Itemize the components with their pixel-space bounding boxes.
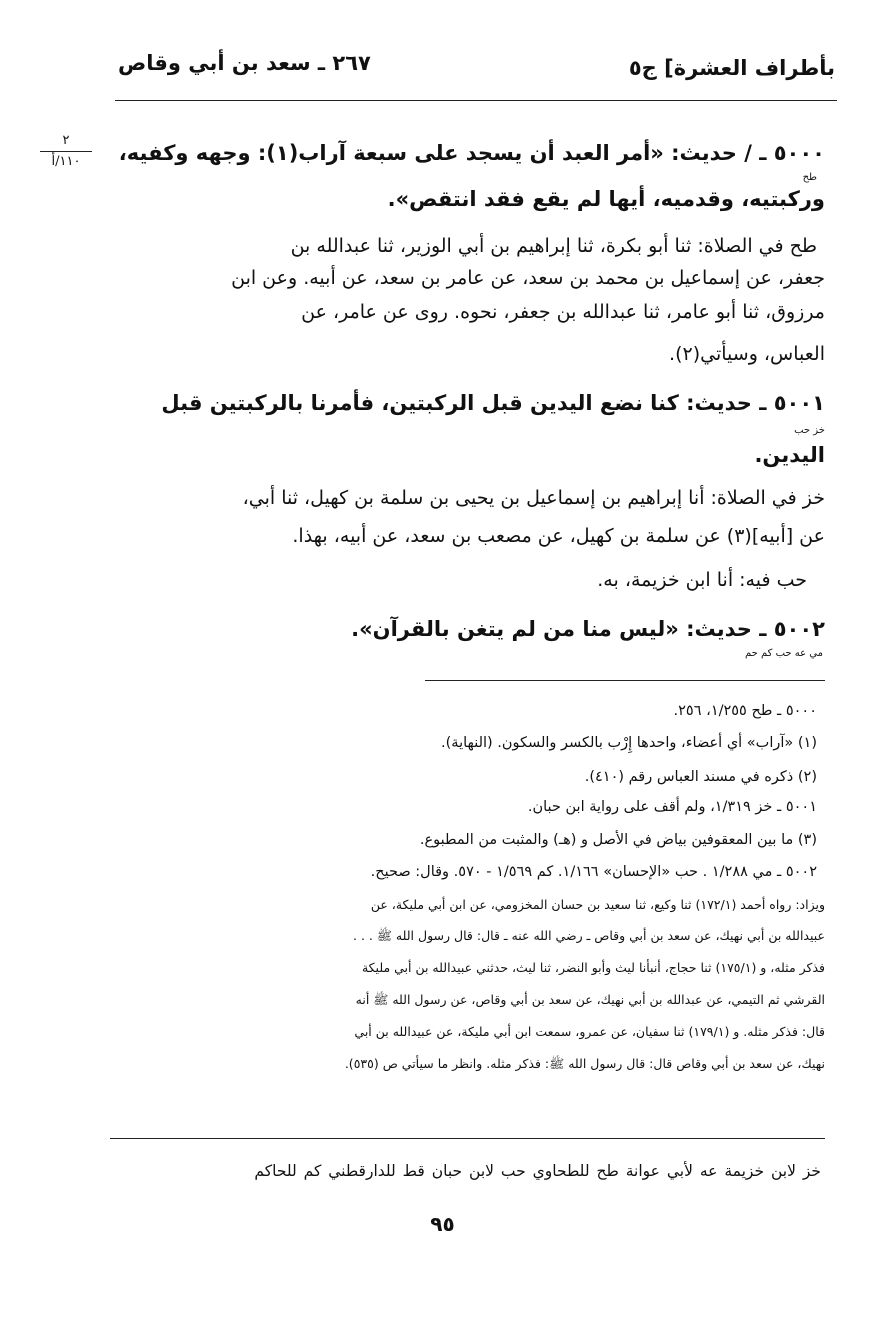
hadith-5001-line-1: ٥٠٠١ ـ حديث: كنا نضع اليدين قبل الركبتين، فأمرنا بالركبتين قبل xyxy=(161,391,825,415)
abbreviation-legend: خز لابن خزيمة عه لأبي عوانة طح للطحاوي حب لابن حبان قط للدارقطني كم للحاكم xyxy=(254,1162,821,1180)
footnote-additional-2: عبيدالله بن أبي نهيك، عن سعد بن أبي وقاص ـ رضي الله عنه ـ قال: قال رسول الله ﷺ . . . xyxy=(353,928,825,943)
hadith-5000-text-3: مرزوق، ثنا أبو عامر، ثنا عبدالله بن جعفر، نحوه. روى عن عامر، عن xyxy=(301,301,825,323)
footnote-additional-4: القرشي ثم التيمي، عن عبدالله بن أبي نهيك، عن سعد بن أبي وقاص، عن رسول الله ﷺ أنه xyxy=(355,992,825,1007)
running-header-book-title: بأطراف العشرة] ج٥ xyxy=(628,56,835,80)
hadith-5001-text-3: حب فيه: أنا ابن خزيمة، به. xyxy=(597,569,807,591)
hadith-5001-text-2: عن [أبيه](٣) عن سلمة بن كهيل، عن مصعب بن سعد، عن أبيه، بهذا. xyxy=(292,525,825,547)
hadith-5001-line-2: اليدين. xyxy=(754,443,825,467)
hadith-5002-line-1: ٥٠٠٢ ـ حديث: «ليس منا من لم يتغن بالقرآن». xyxy=(351,617,825,641)
header-rule xyxy=(115,100,837,101)
hadith-5000-sources: طح xyxy=(802,172,817,183)
footnote-3: (٣) ما بين المعقوفين بياض في الأصل و (هـ) والمثبت من المطبوع. xyxy=(419,832,817,848)
running-header-section: ٢٦٧ ـ سعد بن أبي وقاص xyxy=(118,51,371,75)
hadith-5001-text-1: خز في الصلاة: أنا إبراهيم بن إسماعيل بن يحيى بن سلمة بن كهيل، ثنا أبي، xyxy=(242,487,825,509)
footnote-2: (٢) ذكره في مسند العباس رقم (٤١٠). xyxy=(584,769,817,785)
margin-ref-top: ٢ xyxy=(62,133,70,148)
footnote-1: (١) «آراب» أي أعضاء، واحدها إِرْب بالكسر والسكون. (النهاية). xyxy=(441,735,817,751)
hadith-5000-line-2: وركبتيه، وقدميه، أيها لم يقع فقد انتقص». xyxy=(387,187,825,211)
margin-ref-bottom: ١١٠/أ xyxy=(51,154,81,169)
hadith-5001-sources: خز حب xyxy=(794,425,825,436)
hadith-5002-sources: مي عه حب كم حم xyxy=(745,648,823,659)
hadith-5000-text-2: جعفر، عن إسماعيل بن محمد بن سعد، عن عامر بن سعد، عن أبيه. وعن ابن xyxy=(231,267,825,289)
hadith-5000-text-1: طح في الصلاة: ثنا أبو بكرة، ثنا إبراهيم بن أبي الوزير، ثنا عبدالله بن xyxy=(290,235,817,257)
footnote-5002-source: ٥٠٠٢ ـ مي ١/٢٨٨ . حب «الإحسان» ١/١٦٦. كم ١/٥٦٩ - ٥٧٠. وقال: صحيح. xyxy=(370,864,817,880)
footnote-additional-6: نهيك، عن سعد بن أبي وقاص قال: قال رسول الله ﷺ: فذكر مثله. وانظر ما سيأتي ص (٥٣٥). xyxy=(344,1056,825,1071)
footnote-additional-3: فذكر مثله، و (١٧٥/١) ثنا حجاج، أنبأنا ليث وأبو النضر، ثنا ليث، حدثني عبيدالله بن أبي مليكة xyxy=(361,960,825,975)
page-number: ٩٥ xyxy=(430,1212,455,1236)
footnotes-separator xyxy=(425,680,825,681)
footnote-5001-source: ٥٠٠١ ـ خز ١/٣١٩، ولم أقف على رواية ابن حبان. xyxy=(527,799,817,815)
hadith-5000-text-4: العباس، وسيأتي(٢). xyxy=(669,343,825,365)
legend-rule xyxy=(110,1138,825,1139)
footnote-additional-5: قال: فذكر مثله. و (١٧٩/١) ثنا سفيان، عن عمرو، سمعت ابن أبي مليكة، عن عبيدالله بن أبي xyxy=(354,1024,825,1039)
footnote-additional-1: ويزاد: رواه أحمد (١٧٢/١) ثنا وكيع، ثنا سعيد بن حسان المخزومي، عن ابن أبي مليكة، عن xyxy=(370,897,825,912)
footnote-5000-source: ٥٠٠٠ ـ طح ١/٢٥٥، ٢٥٦. xyxy=(673,703,817,719)
hadith-5000-line-1: ٥٠٠٠ ـ / حديث: «أمر العبد أن يسجد على سبعة آراب(١): وجهه وكفيه، xyxy=(118,141,825,165)
